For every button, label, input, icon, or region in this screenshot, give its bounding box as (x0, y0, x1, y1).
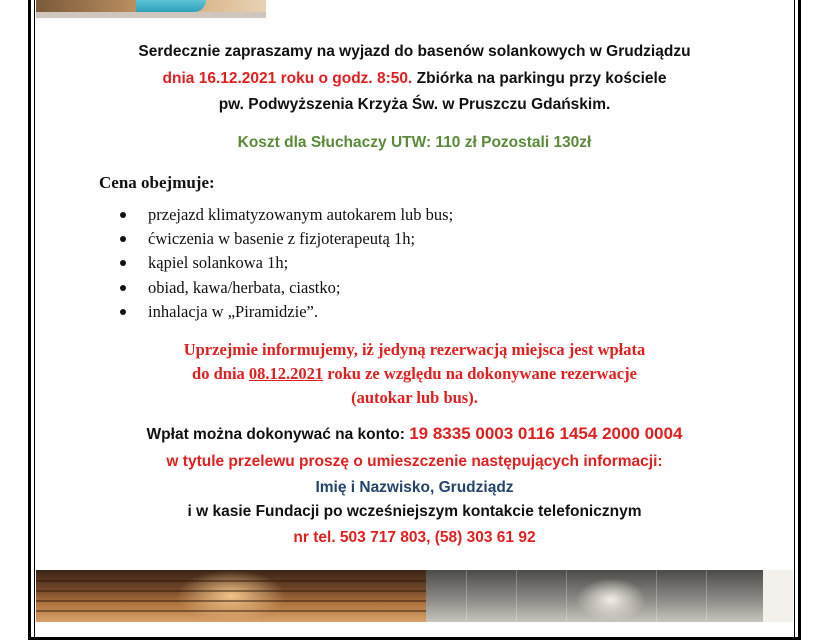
deadline-date: 08.12.2021 (248, 364, 324, 383)
account-line (0, 424, 829, 444)
phone-line: nr tel. 503 717 803, (58) 303 61 92 (293, 529, 536, 546)
transfer-title-value: Imię i Nazwisko, Grudziądz (315, 479, 514, 496)
account-number: 19 8335 0003 0116 1454 2000 0004 (409, 424, 683, 443)
sauna-photo (36, 570, 426, 622)
bullet-icon (120, 260, 126, 266)
list-item: kąpiel solankowa 1h; (120, 251, 453, 275)
list-item: przejazd klimatyzowanym autokarem lub bus; (120, 203, 453, 227)
list-item: obiad, kawa/herbata, ciastko; (120, 276, 453, 300)
notice-line-3: (autokar lub bus). (351, 388, 478, 407)
bullet-icon (120, 212, 126, 218)
account-label: Wpłat można dokonywać na konto: (146, 426, 410, 443)
includes-list (120, 203, 453, 324)
spa-interior-photo (426, 570, 793, 622)
transfer-title-info: w tytule przelewu proszę o umieszczenie następujących informacji: (166, 453, 663, 470)
top-pool-photo (36, 0, 266, 18)
cash-desk-line: i w kasie Fundacji po wcześniejszym kontakcie telefonicznym (187, 503, 642, 520)
intro-line-3: pw. Podwyższenia Krzyża Św. w Pruszczu Gdańskim. (218, 96, 611, 113)
bullet-icon (120, 309, 126, 315)
list-item: ćwiczenia w basenie z fizjoterapeutą 1h; (120, 227, 453, 251)
notice-line-2: do dnia 08.12.2021 roku ze względu na dokonywane rezerwacje (192, 364, 637, 383)
intro-line-2 (0, 70, 829, 88)
meeting-point: Zbiórka na parkingu przy kościele (412, 70, 667, 87)
trip-date: dnia 16.12.2021 roku o godz. 8:50. (162, 70, 413, 87)
bullet-icon (120, 236, 126, 242)
bottom-photos (36, 570, 793, 622)
list-item: inhalacja w „Piramidzie”. (120, 300, 453, 324)
cost-line: Koszt dla Słuchaczy UTW: 110 zł Pozostali 130zł (237, 134, 592, 151)
intro-line-1: Serdecznie zapraszamy na wyjazd do basenów solankowych w Grudziądzu (138, 43, 691, 60)
bullet-icon (120, 285, 126, 291)
includes-heading: Cena obejmuje: (99, 173, 215, 192)
notice-line-1: Uprzejmie informujemy, iż jedyną rezerwacją miejsca jest wpłata (183, 340, 646, 359)
